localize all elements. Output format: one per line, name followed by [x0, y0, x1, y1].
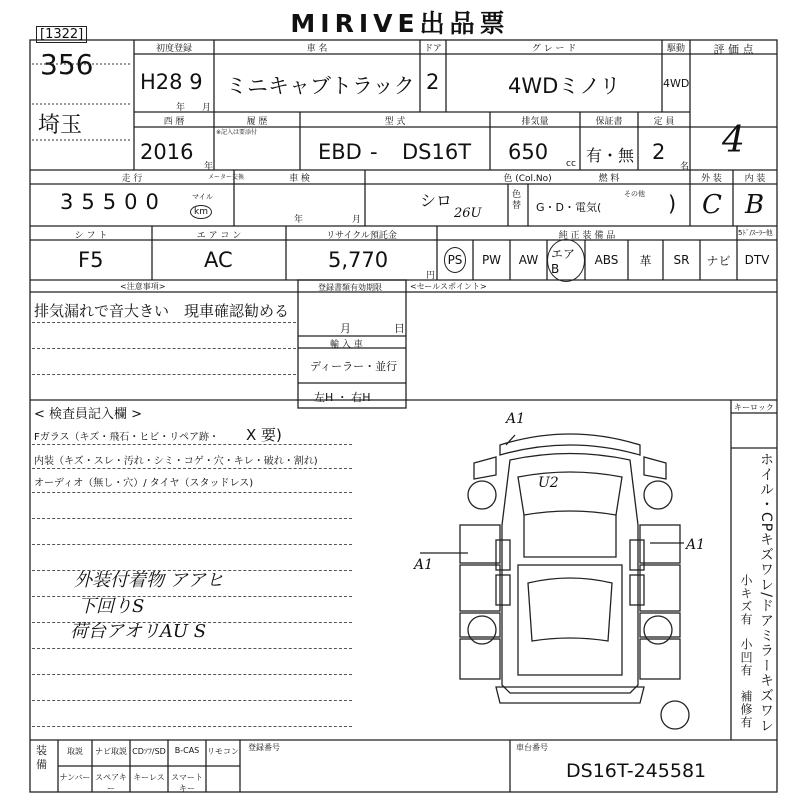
equipment-item: SR: [673, 253, 690, 267]
car-name-value: ミニキャブトラック: [226, 74, 415, 98]
accessories-label: 装備: [36, 744, 47, 771]
first-reg-year-unit: 年: [176, 103, 186, 113]
model-code-dash: -: [370, 140, 378, 164]
capacity-unit: 名: [680, 162, 690, 172]
region: 埼玉: [38, 113, 83, 138]
equipment-abs: [585, 244, 628, 276]
dealer-label: ディーラー・並行: [310, 360, 398, 373]
model-year-value: 2016: [140, 140, 194, 164]
damage-mark-left: A1: [414, 557, 434, 573]
drive-label: 駆動: [666, 44, 685, 54]
accessory-bcas: B-CAS: [174, 746, 200, 755]
accessory-remote: リモコン: [207, 747, 239, 756]
mileage-unit-mile: マイル: [192, 193, 213, 201]
interior-condition-line: 内装（キズ・スレ・汚れ・シミ・コゲ・穴・キレ・破れ・割れ): [34, 456, 318, 467]
hand-note: 荷台アオリAU S: [70, 621, 207, 642]
glass-line: Fガラス（キズ・飛石・ヒビ・リペア跡・: [34, 432, 220, 443]
fuel-other-label: その他: [624, 190, 645, 198]
auction-number: 356: [40, 48, 94, 81]
mileage-unit-km: km: [190, 205, 212, 219]
exterior-value: C: [702, 190, 722, 220]
accessory-plate: ナンバー: [59, 773, 91, 782]
inspector-line: [32, 648, 352, 649]
equipment-item: ナビ: [706, 253, 731, 268]
capacity-value: 2: [652, 140, 666, 164]
inspector-line: [32, 468, 352, 469]
legend-repair: 補修有: [739, 690, 753, 729]
vin-value: DS16T-245581: [566, 760, 707, 782]
warranty-value: 有・無: [586, 146, 635, 165]
notes-text: 排気漏れで音大きい 現車確認勧める: [34, 302, 290, 320]
score-value: 4: [722, 120, 745, 161]
reg-number-label: 登録番号: [248, 743, 280, 752]
equipment-leather: [628, 244, 663, 276]
recycle-value: 5,770: [328, 248, 389, 272]
inspector-line: [32, 492, 352, 493]
first-reg-month-unit: 月: [202, 103, 212, 113]
inspector-line: [32, 518, 352, 519]
color-change-label: 色替: [512, 190, 522, 211]
equipment-dtv: [737, 244, 777, 276]
mileage-digit: 5: [102, 190, 117, 214]
reg-month-unit: 月: [340, 322, 351, 335]
equipment-item: AW: [518, 253, 539, 267]
inspection-year-unit: 年: [294, 215, 304, 225]
inspector-line: [32, 700, 352, 701]
damage-mark-front: A1: [506, 411, 526, 427]
equipment-ps: [437, 244, 473, 276]
interior-label: 内 装: [744, 174, 766, 184]
notes-label: <注意事項>: [120, 282, 166, 291]
color-label: 色 (Col.No): [503, 174, 552, 184]
ac-label: エ ア コ ン: [196, 231, 242, 241]
inspector-line: [32, 444, 352, 445]
fuel-label: 燃 料: [598, 174, 620, 184]
legend-dent: 小凹有: [739, 638, 753, 677]
notes-line: [32, 374, 296, 375]
equipment-aw: [510, 244, 547, 276]
shift-label: シ フ ト: [74, 231, 108, 241]
model-year-label: 西 暦: [163, 117, 185, 127]
accessory-manual: 取説: [67, 747, 83, 756]
hand-note: 外装付着物 アアヒ: [74, 570, 224, 591]
ac-value: AC: [204, 248, 233, 272]
first-reg-label: 初度登録: [155, 44, 192, 54]
inspection-month-unit: 月: [352, 215, 362, 225]
reg-docs-label: 登録書類有効期限: [318, 283, 382, 292]
equipment-airbag: [547, 244, 585, 276]
equipment-extra-label: 5ﾄﾞ/ｽｰﾗｰ他: [738, 229, 773, 237]
first-reg-value: H28 9: [140, 70, 203, 94]
score-label: 評 価 点: [713, 43, 754, 56]
equipment-item: PS: [444, 247, 467, 273]
notes-line: [32, 322, 296, 323]
mileage-digits: [60, 190, 159, 214]
model-code-prefix: EBD: [318, 140, 362, 164]
model-year-unit: 年: [204, 162, 214, 172]
equipment-sr: [663, 244, 700, 276]
color-code: 26U: [454, 206, 482, 221]
sales-point-label: <セールスポイント>: [410, 282, 487, 291]
grade-value: 4WDミノリ: [508, 74, 621, 98]
mileage-label: 走 行: [121, 174, 143, 184]
history-note: ※記入は要添付: [216, 129, 258, 136]
recycle-unit: 円: [426, 271, 436, 281]
equipment-item: 革: [639, 253, 652, 268]
legend-scratch: 小キズ有: [739, 574, 753, 626]
hand-note: 下回りS: [78, 596, 145, 617]
mileage-digit: 0: [124, 190, 138, 214]
shift-value: F5: [78, 248, 104, 272]
accessory-spare-key: スペアキー: [95, 773, 127, 793]
model-code-label: 型 式: [384, 117, 406, 127]
handle-label: 左H ・ 右H: [314, 391, 371, 404]
equipment-item: ABS: [594, 253, 619, 267]
car-damage-diagram: [410, 405, 730, 740]
glass-mark: X 要): [246, 426, 282, 444]
history-label: 履 歴: [246, 117, 268, 127]
notes-line: [32, 348, 296, 349]
accessory-keyless: キーレス: [133, 773, 165, 782]
mileage-digit: 5: [81, 190, 95, 214]
lot-number: [1322]: [36, 26, 87, 43]
car-name-label: 車 名: [306, 44, 328, 54]
doors-value: 2: [426, 70, 440, 94]
equipment-item: エアB: [547, 239, 585, 282]
sheet-title: MIRIVE出品票: [290, 9, 510, 38]
inspection-label: 車 検: [289, 174, 310, 184]
damage-mark-right: A1: [686, 537, 706, 553]
model-code-value: DS16T: [402, 140, 472, 164]
recycle-label: リサイクル預託金: [326, 231, 397, 241]
exterior-label: 外 装: [701, 174, 722, 184]
audio-tire-line: オーディオ（無し・穴）/ タイヤ（スタッドレス): [34, 478, 254, 489]
damage-legend: ホイル・CPキズワレ/ドアミラーキズワレ: [758, 452, 774, 733]
inspector-label: < 検査員記入欄 >: [34, 407, 143, 422]
color-value: シロ: [420, 191, 453, 210]
keylock-label: キーロック: [734, 403, 774, 412]
doors-label: ドア: [424, 44, 442, 54]
meter-change-label: メーター交換: [208, 174, 245, 181]
capacity-label: 定 員: [653, 117, 675, 127]
displacement-label: 排気量: [521, 117, 549, 127]
import-label: 輸 入 車: [330, 340, 363, 350]
mileage-digit: 0: [145, 190, 159, 214]
inspector-line: [32, 674, 352, 675]
reg-day-unit: 日: [394, 322, 405, 335]
damage-mark-windshield: U2: [538, 475, 559, 491]
inspector-line: [32, 726, 352, 727]
grade-label: グ レ ー ド: [531, 44, 577, 54]
accessory-cd-sd: CDｿﾌ/SD: [132, 747, 166, 756]
equipment-pw: [473, 244, 510, 276]
vin-label: 車台番号: [516, 743, 548, 752]
equipment-label: 純 正 装 備 品: [558, 231, 616, 241]
displacement-value: 650: [508, 140, 549, 164]
fuel-value: G・D・電気(: [536, 201, 602, 214]
equipment-item: PW: [481, 253, 502, 267]
accessory-smart-key: スマートキー: [171, 773, 203, 793]
equipment-item: DTV: [744, 253, 770, 267]
warranty-label: 保証書: [595, 117, 623, 127]
fuel-close: ): [668, 192, 677, 216]
displacement-unit: cc: [566, 159, 576, 169]
equipment-navi: [700, 244, 737, 276]
interior-value: B: [745, 190, 765, 220]
drive-value: 4WD: [663, 77, 690, 90]
mileage-digit: 3: [60, 190, 74, 214]
accessory-navi-manual: ナビ取説: [95, 747, 127, 756]
inspector-line: [32, 544, 352, 545]
